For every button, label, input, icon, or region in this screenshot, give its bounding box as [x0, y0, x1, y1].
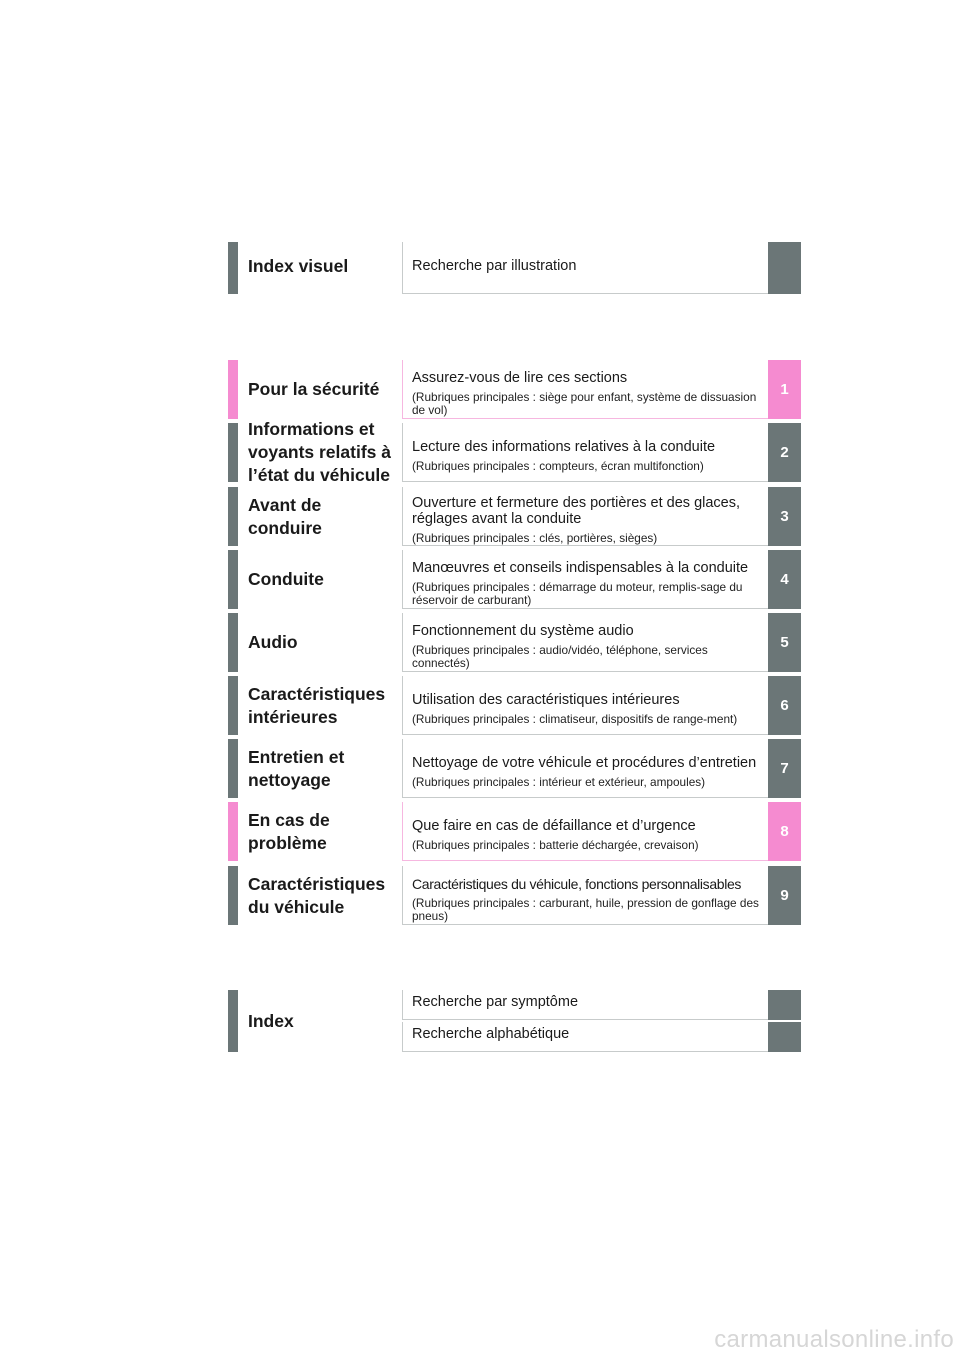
- section-box: [402, 676, 768, 735]
- index-tab-symptom[interactable]: [768, 990, 801, 1020]
- section-title: En cas de problème: [248, 809, 330, 853]
- section-box: [402, 487, 768, 546]
- section-desc: Fonctionnement du système audio: [412, 622, 634, 639]
- section-bar: [228, 613, 238, 672]
- section-bar: [228, 739, 238, 798]
- section-row-7[interactable]: [228, 739, 801, 798]
- chapter-tab-5[interactable]: 5: [768, 613, 801, 672]
- section-row-2[interactable]: [228, 419, 801, 485]
- watermark-text: carmanualsonline.info: [714, 1326, 954, 1353]
- index-item-alphabetic[interactable]: Recherche alphabétique: [402, 1022, 768, 1052]
- section-desc: Nettoyage de votre véhicule et procédures d’entretien: [412, 755, 757, 771]
- section-row-6[interactable]: [228, 676, 801, 735]
- section-row-5[interactable]: [228, 613, 801, 672]
- section-box: [402, 423, 768, 482]
- section-box: [402, 550, 768, 609]
- section-bar: [228, 866, 238, 925]
- section-sub: (Rubriques principales : batterie déchargée, crevaison): [412, 838, 699, 852]
- section-bar: [228, 423, 238, 482]
- section-row-4[interactable]: [228, 550, 801, 609]
- section-bar: [228, 802, 238, 861]
- section-sub: (Rubriques principales : clés, portières, sièges): [412, 531, 658, 545]
- section-box: [402, 802, 768, 861]
- section-sub: (Rubriques principales : compteurs, écran multifonction): [412, 459, 704, 473]
- section-title: Caractéristiques intérieures: [248, 683, 386, 727]
- index-tab-alphabetic[interactable]: [768, 1022, 801, 1052]
- visual-index-title: Index visuel: [248, 256, 349, 276]
- section-sub: (Rubriques principales : audio/vidéo, téléphone, services connectés): [412, 642, 708, 670]
- visual-index-tab[interactable]: [768, 242, 801, 294]
- section-desc: Lecture des informations relatives à la conduite: [412, 439, 716, 455]
- chapter-tab-6[interactable]: 6: [768, 676, 801, 735]
- section-desc: Assurez-vous de lire ces sections: [412, 369, 628, 386]
- section-row-9[interactable]: [228, 866, 801, 925]
- index-item-symptom[interactable]: Recherche par symptôme: [402, 990, 768, 1020]
- section-bar: [228, 487, 238, 546]
- section-desc: Que faire en cas de défaillance et d’urgence: [412, 818, 696, 834]
- chapter-tab-8[interactable]: 8: [768, 802, 801, 861]
- section-row-8[interactable]: [228, 802, 801, 861]
- section-title: Avant de conduire: [248, 494, 322, 538]
- section-box: [402, 739, 768, 798]
- section-row-1[interactable]: [228, 360, 801, 419]
- section-bar: [228, 990, 238, 1052]
- section-bar: [228, 360, 238, 419]
- index-row: [228, 990, 801, 1052]
- section-title: Entretien et nettoyage: [248, 746, 345, 790]
- chapter-tab-1[interactable]: 1: [768, 360, 801, 419]
- chapter-tab-4[interactable]: 4: [768, 550, 801, 609]
- section-bar: [228, 242, 238, 294]
- section-desc: Manœuvres et conseils indispensables à la conduite: [412, 559, 749, 576]
- section-bar: [228, 676, 238, 735]
- section-sub: (Rubriques principales : intérieur et extérieur, ampoules): [412, 775, 706, 789]
- visual-index-desc: Recherche par illustration: [412, 258, 577, 274]
- section-box: [402, 360, 768, 419]
- visual-index-box: [402, 242, 768, 294]
- chapter-tab-7[interactable]: 7: [768, 739, 801, 798]
- section-row-3[interactable]: [228, 487, 801, 546]
- section-title: Pour la sécurité: [248, 379, 380, 399]
- chapter-tab-9[interactable]: 9: [768, 866, 801, 925]
- section-title: Conduite: [248, 569, 324, 589]
- section-title: Caractéristiques du véhicule: [248, 873, 386, 917]
- visual-index-row[interactable]: [228, 242, 801, 294]
- section-sub: (Rubriques principales : siège pour enfant, système de dissuasion de vol): [412, 389, 757, 417]
- section-desc: Caractéristiques du véhicule, fonctions personnalisables: [412, 875, 742, 892]
- section-bar: [228, 550, 238, 609]
- chapter-tab-2[interactable]: 2: [768, 423, 801, 482]
- section-desc: Utilisation des caractéristiques intérieures: [412, 692, 680, 708]
- index-title: Index: [248, 1010, 294, 1031]
- section-desc: Ouverture et fermeture des portières et des glaces, réglages avant la conduite: [412, 495, 741, 527]
- section-title: Audio: [248, 632, 298, 652]
- chapter-tab-3[interactable]: 3: [768, 487, 801, 546]
- section-title: Informations et voyants relatifs à l’état du véhicule: [248, 419, 391, 485]
- section-box: [402, 613, 768, 672]
- section-sub: (Rubriques principales : carburant, huile, pression de gonflage des pneus): [412, 895, 759, 923]
- section-sub: (Rubriques principales : démarrage du moteur, remplis-sage du réservoir de carburant): [412, 579, 743, 607]
- section-sub: (Rubriques principales : climatiseur, dispositifs de range-ment): [412, 712, 738, 726]
- section-box: [402, 866, 768, 925]
